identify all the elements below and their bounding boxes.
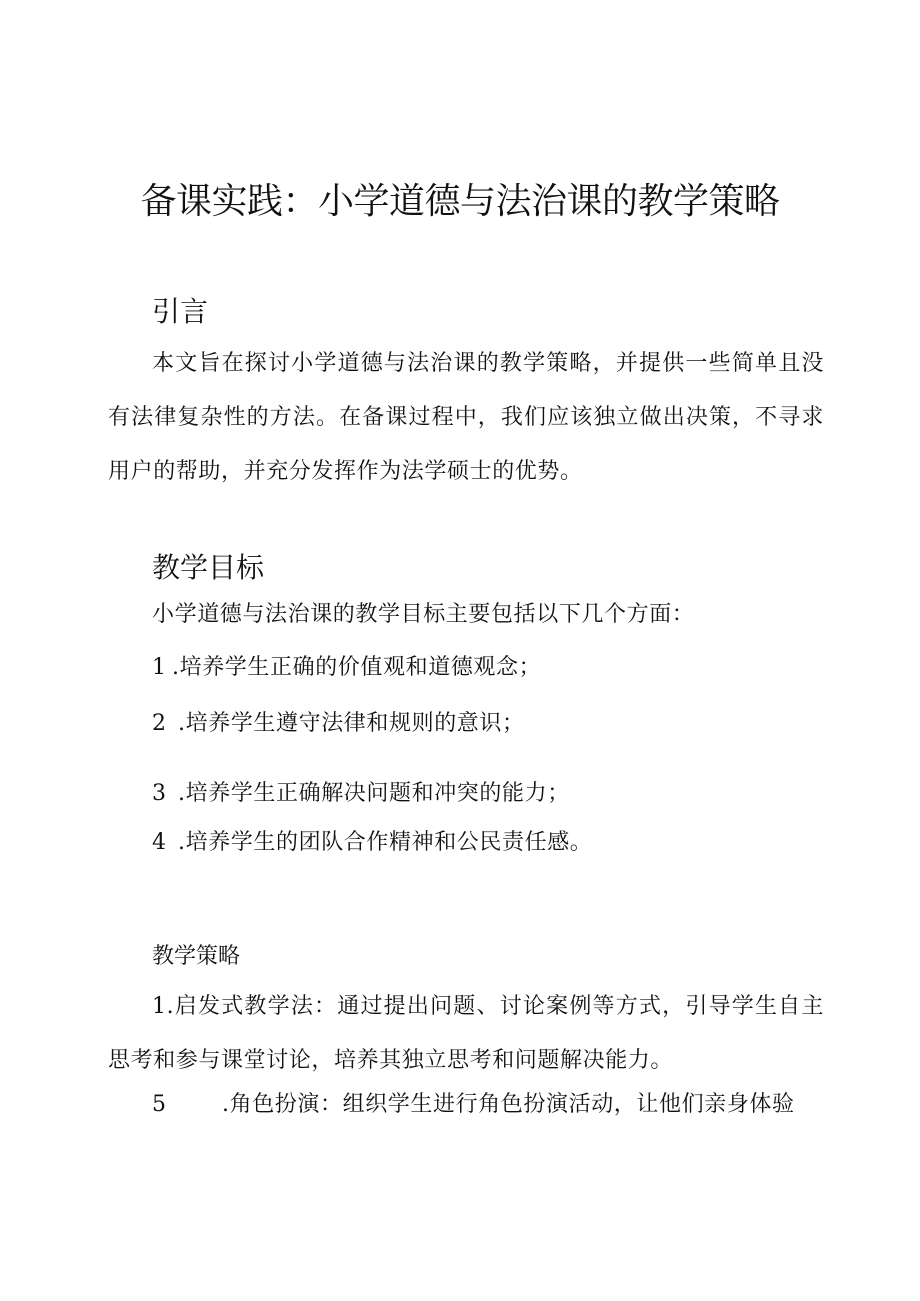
- goals-heading: 教学目标: [152, 551, 265, 584]
- goal-item-number: 2: [152, 711, 167, 736]
- intro-paragraph: 本文旨在探讨小学道德与法治课的教学策略，并提供一些简单且没有法律复杂性的方法。在备课过程中，我们应该独立做出决策，不寻求用户的帮助，并充分发挥作为法学硕士的优势。: [108, 351, 824, 484]
- goal-item-2: [152, 707, 525, 741]
- goal-item-3: [152, 777, 570, 811]
- goal-item-text: .培养学生的团队合作精神和公民责任感。: [178, 830, 593, 855]
- strategies-heading: 教学策略: [152, 944, 241, 969]
- goal-item-number: 4: [152, 830, 167, 855]
- strategy-item-1: 1.启发式教学法：通过提出问题、讨论案例等方式，引导学生自主思考和参与课堂讨论，培养其独立思考和问题解决能力。: [108, 994, 824, 1073]
- goal-item-text: .培养学生遵守法律和规则的意识；: [178, 711, 525, 736]
- goal-item-text: .培养学生正确解决问题和冲突的能力；: [178, 781, 570, 806]
- strategy-item-text: .角色扮演：组织学生进行角色扮演活动，让他们亲身体验: [222, 1092, 795, 1117]
- goal-item-number: 3: [152, 781, 167, 806]
- intro-heading: 引言: [152, 295, 209, 328]
- goal-item-text: .培养学生正确的价值观和道德观念；: [172, 655, 542, 680]
- goal-item-number: 1: [152, 655, 167, 680]
- goals-lead: 小学道德与法治课的教学目标主要包括以下几个方面：: [152, 602, 695, 627]
- goal-item-4: [152, 826, 592, 860]
- document-title: 备课实践：小学道德与法治课的教学策略: [140, 181, 780, 222]
- strategy-item-2: [152, 1088, 795, 1122]
- strategy-item-number: 5: [152, 1092, 167, 1117]
- goal-item-1: [152, 651, 541, 685]
